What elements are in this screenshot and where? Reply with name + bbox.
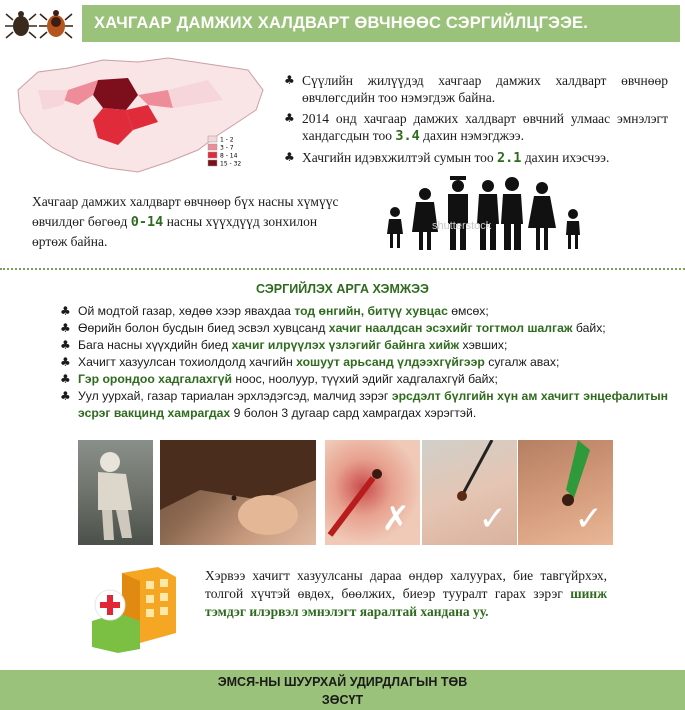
club-bullet-icon: ♣ xyxy=(60,338,71,352)
measure-text: ноос, ноолуур, түүхий эдийг хадгалахгүй байх; xyxy=(231,372,498,386)
footer xyxy=(0,670,685,710)
stat-text: Хачгийн идэвхжилтэй сумын тоо xyxy=(302,150,498,165)
measure-text: 9 болон 3 дугаар сард хамрагдах хэрэгтэй. xyxy=(230,406,477,420)
map-legend-label: 3 - 7 xyxy=(220,144,234,152)
section-title: СЭРГИЙЛЭХ АРГА ХЭМЖЭЭ xyxy=(256,282,429,296)
tick-icon xyxy=(39,10,73,38)
closing-text: Хэрвээ хачигт хазуулсаны дараа өндөр халуурах, бие тавгүйрхэх, толгой хүчтэй өвдөх, бөөлжих, биеэр тууралт гарах зэрэг xyxy=(205,568,607,601)
mongolia-map xyxy=(8,50,270,180)
measure-text: Өөрийн болон бусдын биед эсвэл хувцсанд xyxy=(78,321,329,335)
stat-text: дахин нэмэгджээ. xyxy=(419,128,524,143)
map-legend xyxy=(208,136,241,168)
list-item xyxy=(284,110,668,145)
photo-hiker-checking xyxy=(78,440,153,545)
age-note-text: насны хүүхдүүд зонхилон өртөж байна. xyxy=(32,214,318,249)
club-bullet-icon: ♣ xyxy=(284,150,295,164)
measures-list xyxy=(60,303,668,422)
list-item xyxy=(60,388,668,422)
measure-highlight: тод өнгийн, битүү хувцас xyxy=(294,304,448,318)
watermark: shutterstock xyxy=(432,220,492,232)
stat-number: 2.1 xyxy=(497,150,522,166)
map-legend-label: 8 - 14 xyxy=(220,152,238,160)
club-bullet-icon: ♣ xyxy=(60,321,71,335)
list-item xyxy=(284,149,668,167)
measure-text: Хачигт хазуулсан тохиолдолд хачгийн xyxy=(78,355,297,369)
list-item xyxy=(284,72,668,106)
list-item xyxy=(60,354,668,371)
stat-text: 2014 онд хачгаар дамжих халдварт өвчний улмаас эмнэлэгт хандагсдын тоо xyxy=(302,111,668,143)
photo-tick-right-removal xyxy=(422,440,517,545)
club-bullet-icon: ♣ xyxy=(284,111,295,125)
measure-highlight: хачиг илрүүлэх үзлэгийг байнга хийж xyxy=(231,338,460,352)
list-item xyxy=(60,320,668,337)
measure-text: Бага насны хүүхдийн биед xyxy=(78,338,232,352)
measure-text: сугалж авах; xyxy=(484,355,560,369)
measure-text: байх; xyxy=(572,321,606,335)
stat-number: 3.4 xyxy=(395,128,420,144)
map-legend-label: 15 - 32 xyxy=(220,160,242,168)
list-item xyxy=(60,371,668,388)
measure-highlight: хачиг наалдсан эсэхийг тогтмол шалгаж xyxy=(328,321,573,335)
measure-text: хэвших; xyxy=(459,338,508,352)
footer-organization: ЭМСЯ-НЫ ШУУРХАЙ УДИРДЛАГЫН ТӨВ xyxy=(217,675,468,689)
map-legend-label: 1 - 2 xyxy=(220,136,234,144)
closing-highlight: шинж тэмдэг илэрвэл эмнэлэгт яаралтай хандана уу. xyxy=(205,586,607,619)
club-bullet-icon: ♣ xyxy=(284,73,295,87)
photo-tick-hook-removal xyxy=(518,440,613,545)
age-note xyxy=(32,192,342,252)
stat-text: дахин ихэсчээ. xyxy=(521,150,610,165)
photo-scalp-check xyxy=(160,440,316,545)
age-note-text: Хачгаар дамжих халдварт өвчнөөр бүх насны хүмүүс өвчилдөг бөгөөд xyxy=(32,194,339,229)
page-title: ХАЧГААР ДАМЖИХ ХАЛДВАРТ ӨВЧНӨӨС СЭРГИЙЛЦГЭЭЕ. xyxy=(82,5,680,42)
section-divider xyxy=(0,268,685,270)
measure-highlight: хошуут арьсанд үлдээхгүйгээр xyxy=(296,355,485,369)
measure-highlight: Гэр орондоо хадгалахгүй xyxy=(78,372,232,386)
club-bullet-icon: ♣ xyxy=(60,389,71,403)
measure-text: Уул уурхай, газар тариалан эрхлэдэгсэд, малчид зэрэг xyxy=(78,389,392,403)
measure-highlight: эрсдэлт бүлгийн хүн ам хачигт энцефалитын эсрэг вакцинд хамрагдах xyxy=(78,389,668,420)
list-item xyxy=(60,337,668,354)
wrong-mark-icon: ✗ xyxy=(381,499,410,539)
club-bullet-icon: ♣ xyxy=(60,355,71,369)
measure-text: Ой модтой газар, хөдөө хээр явахдаа xyxy=(78,304,295,318)
club-bullet-icon: ♣ xyxy=(60,304,71,318)
hospital-icon xyxy=(88,563,180,653)
tick-icon xyxy=(5,11,37,38)
closing-note xyxy=(205,567,607,621)
footer-subtitle: ЗӨСҮТ xyxy=(321,693,364,707)
right-mark-icon: ✓ xyxy=(478,499,507,539)
list-item xyxy=(60,303,668,320)
photo-tick-wrong-removal xyxy=(325,440,420,545)
stat-text: Сүүлийн жилүүдэд хачгаар дамжих халдварт өвчнөөр өвчлөгсдийн тоо нэмэгдэж байна. xyxy=(302,73,668,105)
right-mark-icon: ✓ xyxy=(574,499,603,539)
family-silhouette-icon xyxy=(380,172,590,252)
stats-list xyxy=(284,72,668,171)
age-number: 0-14 xyxy=(130,214,164,230)
club-bullet-icon: ♣ xyxy=(60,372,71,386)
tick-icons xyxy=(4,4,74,44)
measure-text: өмсөх; xyxy=(447,304,489,318)
